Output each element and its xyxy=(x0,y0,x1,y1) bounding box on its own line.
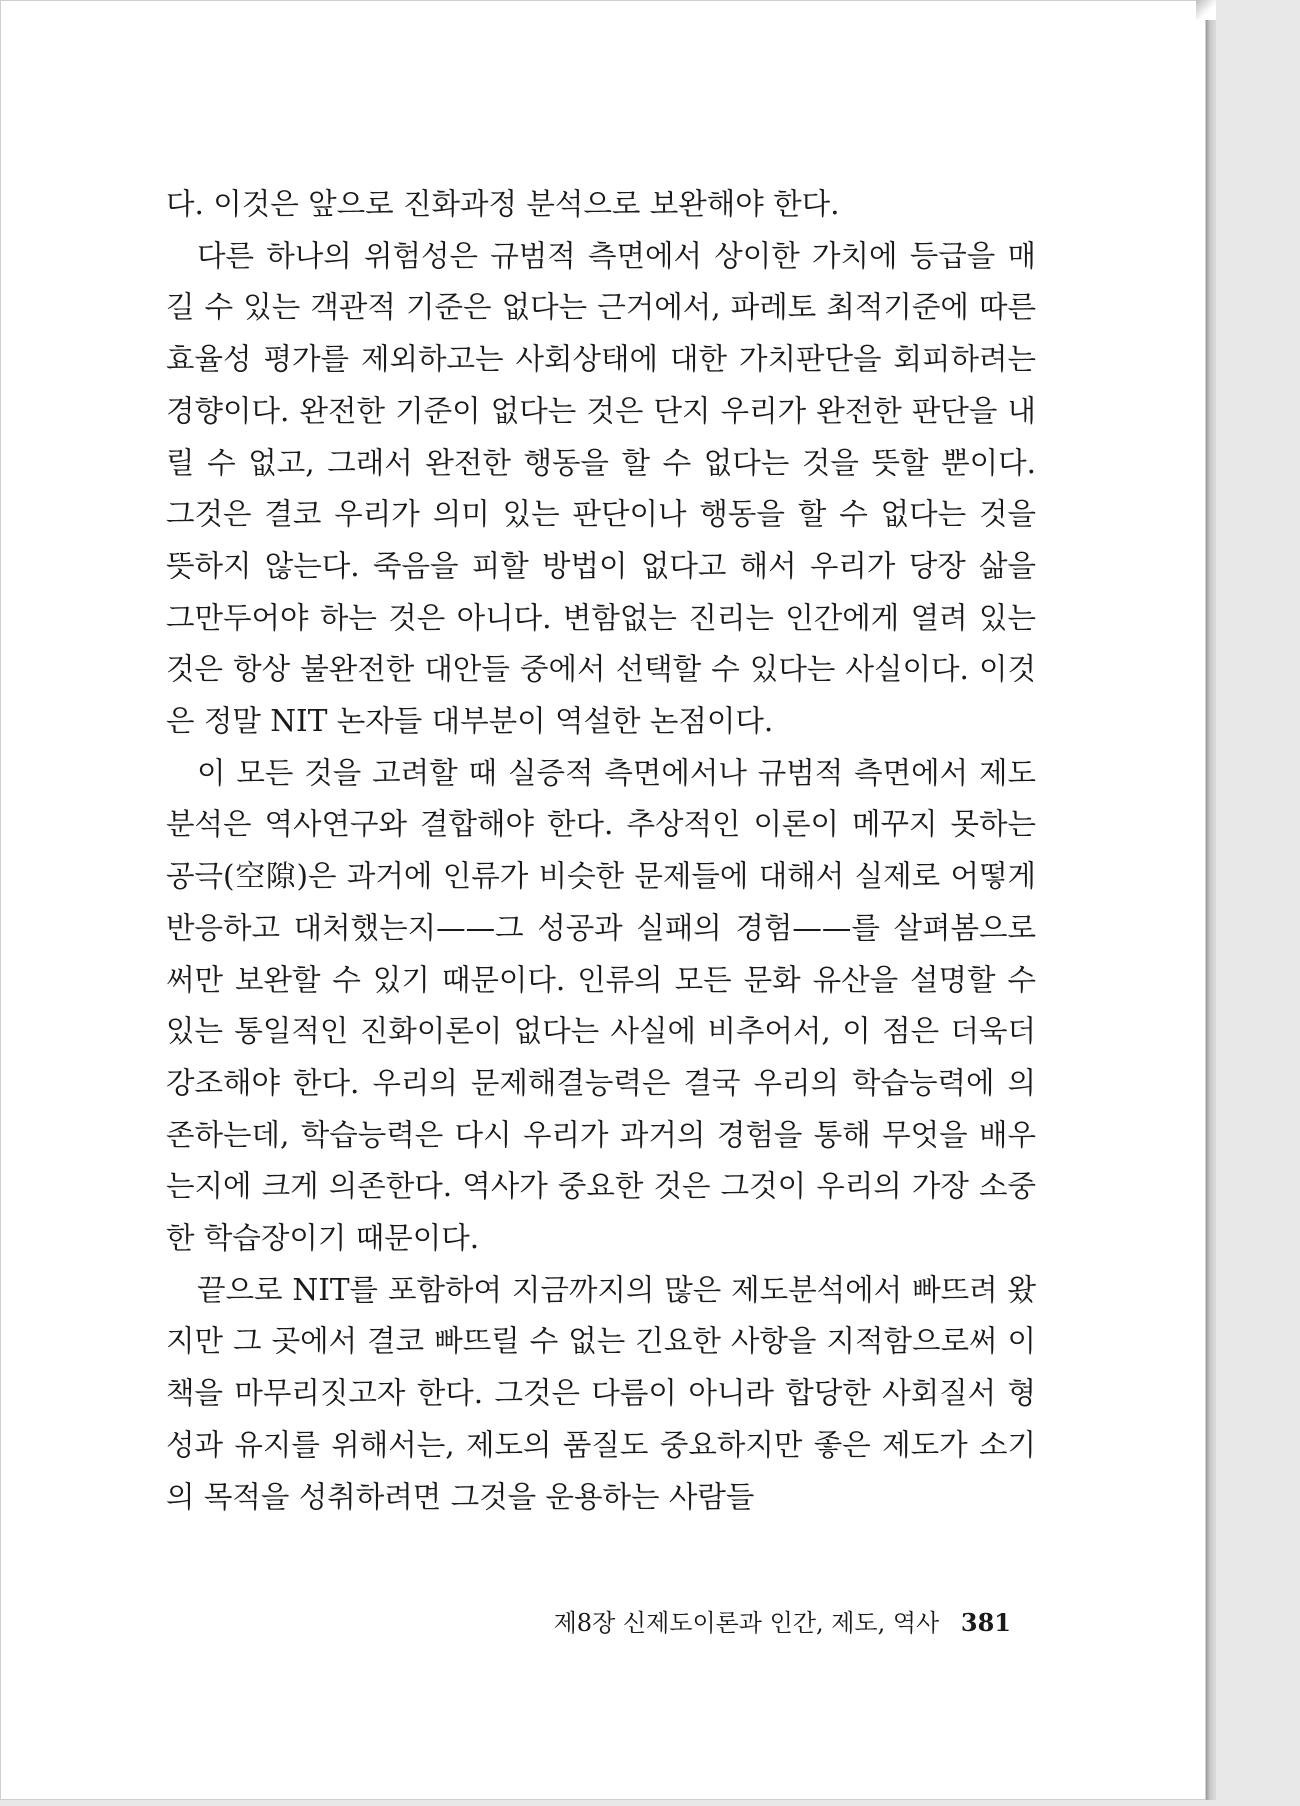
body-text xyxy=(166,179,1036,1523)
page-edge xyxy=(1206,0,1216,1800)
paragraph: 끝으로 NIT를 포함하여 지금까지의 많은 제도분석에서 빠뜨려 왔지만 그 곳에서 결코 빠뜨릴 수 없는 긴요한 사항을 지적함으로써 이 책을 마무리짓고자 한다. 그것은 다름이 아니라 합당한 사회질서 형성과 유지를 위해서는, 제도의 품질도 중요하지만 좋은 제도가 소기의 목적을 성취하려면 그것을 운용하는 사람들 xyxy=(166,1272,1036,1514)
paragraph: 다른 하나의 위험성은 규범적 측면에서 상이한 가치에 등급을 매길 수 있는 객관적 기준은 없다는 근거에서, 파레토 최적기준에 따른 효율성 평가를 제외하고는 사회상태에 대한 가치판단을 회피하려는 경향이다. 완전한 기준이 없다는 것은 단지 우리가 완전한 판단을 내릴 수 없고, 그래서 완전한 행동을 할 수 없다는 것을 뜻할 뿐이다. 그것은 결코 우리가 의미 있는 판단이나 행동을 할 수 없다는 것을 뜻하지 않는다. 죽음을 피할 방법이 없다고 해서 우리가 당장 삶을 그만두어야 하는 것은 아니다. 변함없는 진리는 인간에게 열려 있는 것은 항상 불완전한 대안들 중에서 선택할 수 있다는 사실이다. 이것은 정말 NIT 논자들 대부분이 역설한 논점이다. xyxy=(166,238,1036,739)
page-corner xyxy=(1196,0,1216,20)
paragraph: 이 모든 것을 고려할 때 실증적 측면에서나 규범적 측면에서 제도분석은 역사연구와 결합해야 한다. 추상적인 이론이 메꾸지 못하는 공극(空隙)은 과거에 인류가 비슷한 문제들에 대해서 실제로 어떻게 반응하고 대처했는지——그 성공과 실패의 경험——를 살펴봄으로써만 보완할 수 있기 때문이다. 인류의 모든 문화 유산을 설명할 수 있는 통일적인 진화이론이 없다는 사실에 비추어서, 이 점은 더욱더 강조해야 한다. 우리의 문제해결능력은 결국 우리의 학습능력에 의존하는데, 학습능력은 다시 우리가 과거의 경험을 통해 무엇을 배우는지에 크게 의존한다. 역사가 중요한 것은 그것이 우리의 가장 소중한 학습장이기 때문이다. xyxy=(166,755,1036,1256)
page-number: 381 xyxy=(960,1608,1011,1637)
running-footer xyxy=(491,1608,1011,1638)
footer-chapter: 제8장 xyxy=(553,1609,616,1637)
paragraph: 다. 이것은 앞으로 진화과정 분석으로 보완해야 한다. xyxy=(166,187,840,221)
footer-title: 신제도이론과 인간, 제도, 역사 xyxy=(622,1609,940,1637)
